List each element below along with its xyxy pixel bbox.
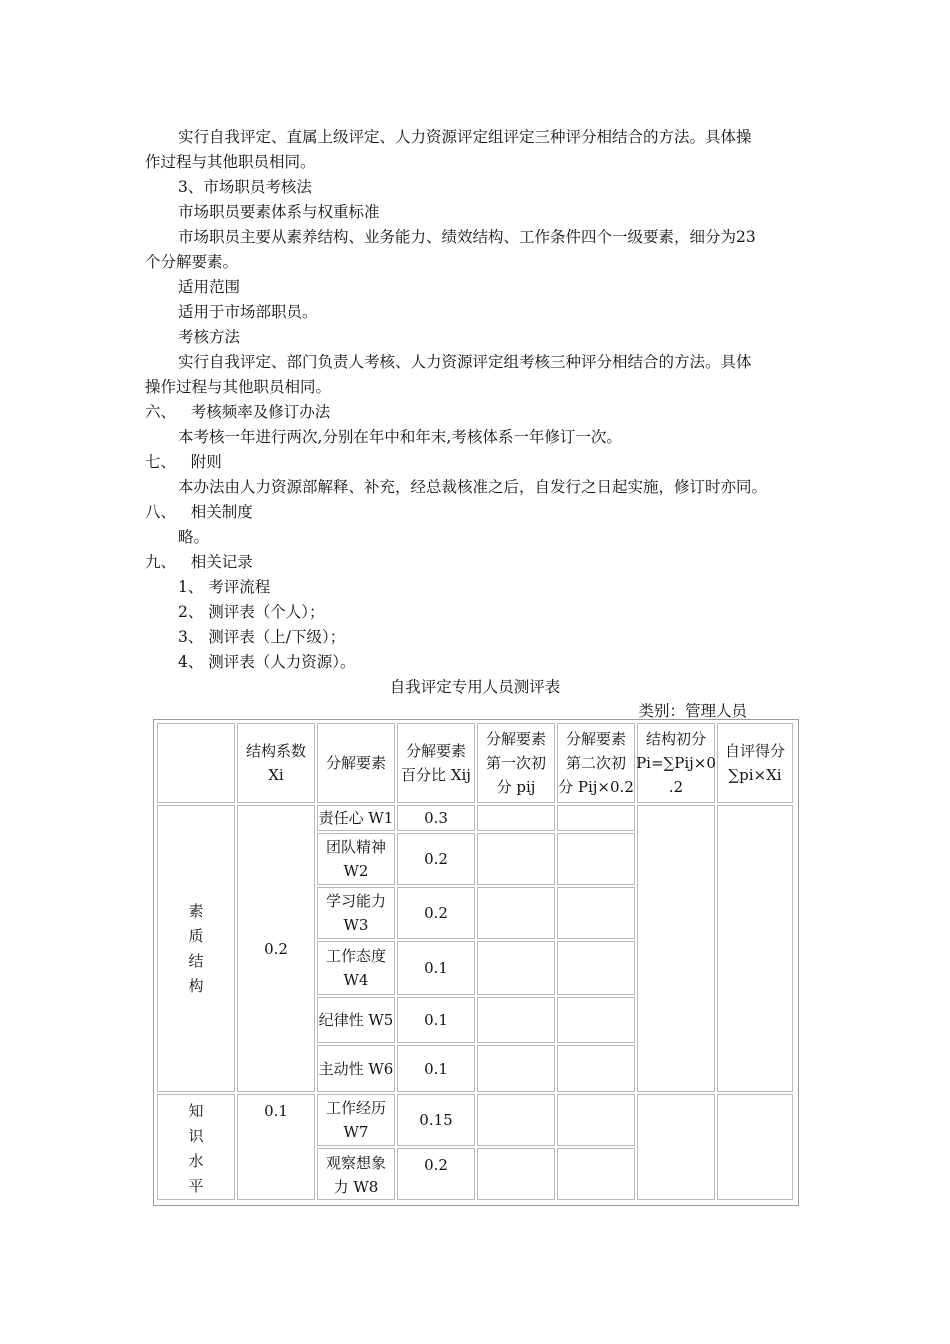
percent-cell: 0.1 bbox=[397, 941, 475, 995]
header-cell-self-score: 自评得分 ∑pi×Xi bbox=[717, 723, 793, 803]
header-cell-element: 分解要素 bbox=[317, 723, 395, 803]
first-score-cell[interactable] bbox=[477, 805, 555, 831]
section-heading: 九、 相关记录 bbox=[145, 553, 253, 571]
header-cell-empty bbox=[157, 723, 235, 803]
paragraph-line: 市场职员要素体系与权重标准 bbox=[178, 203, 380, 221]
paragraph-line: 实行自我评定、部门负责人考核、人力资源评定组考核三种评分相结合的方法。具体 bbox=[178, 353, 752, 371]
first-score-cell[interactable] bbox=[477, 833, 555, 885]
structure-score-cell[interactable] bbox=[637, 805, 715, 1092]
second-score-cell[interactable] bbox=[557, 997, 635, 1043]
group-name-cell: 知 识 水 平 bbox=[157, 1094, 235, 1200]
paragraph-line: 作过程与其他职员相同。 bbox=[145, 153, 316, 171]
header-cell-percent: 分解要素 百分比 Xij bbox=[397, 723, 475, 803]
percent-cell: 0.1 bbox=[397, 997, 475, 1043]
list-item: 1、 考评流程 bbox=[178, 578, 271, 596]
self-score-cell[interactable] bbox=[717, 805, 793, 1092]
section-heading: 六、 考核频率及修订办法 bbox=[145, 403, 331, 421]
element-cell: 工作态度 W4 bbox=[317, 941, 395, 995]
evaluation-table bbox=[153, 719, 799, 1206]
structure-score-cell[interactable] bbox=[637, 1094, 715, 1200]
first-score-cell[interactable] bbox=[477, 941, 555, 995]
list-item: 3、 测评表（上/下级）； bbox=[178, 628, 346, 646]
first-score-cell[interactable] bbox=[477, 1045, 555, 1092]
second-score-cell[interactable] bbox=[557, 941, 635, 995]
list-item: 4、 测评表（人力资源）。 bbox=[178, 653, 356, 671]
section-heading: 八、 相关制度 bbox=[145, 503, 253, 521]
self-score-cell[interactable] bbox=[717, 1094, 793, 1200]
table-title: 自我评定专用人员测评表 bbox=[389, 678, 561, 696]
second-score-cell[interactable] bbox=[557, 887, 635, 939]
paragraph-line: 市场职员主要从素养结构、业务能力、绩效结构、工作条件四个一级要素，细分为23 bbox=[178, 228, 756, 246]
first-score-cell[interactable] bbox=[477, 1094, 555, 1146]
paragraph-line: 个分解要素。 bbox=[145, 253, 239, 271]
header-cell-structure-score: 结构初分 Pi=∑Pij×0 .2 bbox=[637, 723, 715, 803]
first-score-cell[interactable] bbox=[477, 887, 555, 939]
percent-cell: 0.2 bbox=[397, 1148, 475, 1200]
second-score-cell[interactable] bbox=[557, 1045, 635, 1092]
paragraph-line: 适用范围 bbox=[178, 278, 241, 296]
percent-cell: 0.15 bbox=[397, 1094, 475, 1146]
first-score-cell[interactable] bbox=[477, 997, 555, 1043]
section-heading: 3、市场职员考核法 bbox=[178, 178, 312, 196]
list-item: 2、 测评表（个人）； bbox=[178, 603, 325, 621]
element-cell: 责任心 W1 bbox=[317, 805, 395, 831]
header-cell-coefficient: 结构系数 Xi bbox=[237, 723, 315, 803]
paragraph-line: 略。 bbox=[178, 528, 210, 546]
second-score-cell[interactable] bbox=[557, 1094, 635, 1146]
category-label: 类别：管理人员 bbox=[638, 702, 747, 720]
percent-cell: 0.3 bbox=[397, 805, 475, 831]
header-cell-first-score: 分解要素 第一次初 分 pij bbox=[477, 723, 555, 803]
percent-cell: 0.2 bbox=[397, 887, 475, 939]
element-cell: 观察想象 力 W8 bbox=[317, 1148, 395, 1200]
percent-cell: 0.1 bbox=[397, 1045, 475, 1092]
paragraph-line: 考核方法 bbox=[178, 328, 241, 346]
element-cell: 主动性 W6 bbox=[317, 1045, 395, 1092]
group-coefficient-cell: 0.1 bbox=[237, 1094, 315, 1200]
second-score-cell[interactable] bbox=[557, 805, 635, 831]
paragraph-line: 本考核一年进行两次,分别在年中和年末,考核体系一年修订一次。 bbox=[178, 428, 622, 446]
element-cell: 学习能力 W3 bbox=[317, 887, 395, 939]
second-score-cell[interactable] bbox=[557, 1148, 635, 1200]
paragraph-line: 本办法由人力资源部解释、补充，经总裁核准之后，自发行之日起实施，修订时亦同。 bbox=[178, 478, 768, 496]
header-cell-second-score: 分解要素 第二次初 分 Pij×0.2 bbox=[557, 723, 635, 803]
element-cell: 工作经历 W7 bbox=[317, 1094, 395, 1146]
second-score-cell[interactable] bbox=[557, 833, 635, 885]
group-name-cell: 素 质 结 构 bbox=[157, 805, 235, 1092]
paragraph-line: 实行自我评定、直属上级评定、人力资源评定组评定三种评分相结合的方法。具体操 bbox=[178, 128, 752, 146]
paragraph-line: 适用于市场部职员。 bbox=[178, 303, 318, 321]
paragraph-line: 操作过程与其他职员相同。 bbox=[145, 378, 332, 396]
section-heading: 七、 附则 bbox=[145, 453, 222, 471]
first-score-cell[interactable] bbox=[477, 1148, 555, 1200]
element-cell: 纪律性 W5 bbox=[317, 997, 395, 1043]
element-cell: 团队精神 W2 bbox=[317, 833, 395, 885]
percent-cell: 0.2 bbox=[397, 833, 475, 885]
group-coefficient-cell: 0.2 bbox=[237, 805, 315, 1092]
